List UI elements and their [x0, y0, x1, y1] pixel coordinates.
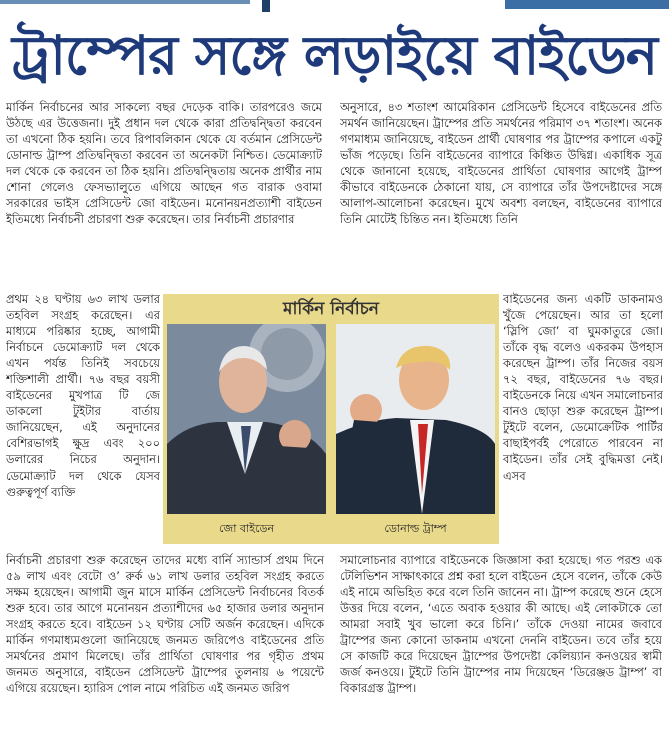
top-strip-tick	[262, 0, 270, 12]
biden-caption: জো বাইডেন	[218, 522, 275, 535]
top-strip-bar-left	[0, 0, 250, 4]
article-column-mid-left	[6, 291, 160, 551]
trump-photo	[336, 324, 495, 514]
article-paragraph: নির্বাচনী প্রচারণা শুরু করেছেন তাদের মধ্যে বার্নি স্যান্ডার্স প্রথম দিনে ৫৯ লাখ এবং বেটো ও’ রুর্ক ৬১ লাখ ডলার তহবিল সংগ্রহ করতে সক্ষম হয়েছেন। আগামী জুন মাসে মার্কিন প্রেসিডেন্ট নির্বাচনের বিতর্ক শুরু হবে। তার আগে মনোনয়ন প্রত্যাশীদের ৬৫ হাজার ডলার অনুদান সংগ্রহ করতে হবে। বাইডেন ১২ ঘণ্টায় সেটি অর্জন করেছেন। এদিকে মার্কিন গণমাধ্যমগুলো জানিয়েছে জনমত জরিপেও বাইডেনের প্রতি সমর্থনের প্রমাণ মিলেছে। তাঁর প্রার্থিতা ঘোষণার পর গৃহীত প্রথম জনমত অনুসারে, বাইডেন প্রেসিডেন্ট ট্রাম্পের তুলনায় ৬ পয়েন্টে এগিয়ে রয়েছেন। হ্যারিস পোল নামে পরিচিত এই জনমত জরিপ	[6, 553, 324, 696]
article-paragraph: সমালোচনার ব্যাপারে বাইডেনকে জিজ্ঞাসা করা হয়েছে। গত পরশু এক টেলিভিশন সাক্ষাৎকারে প্রশ্ন করা হলে বাইডেন হেসে বলেন, তাঁকে কেউ এই নামে অভিহিত করে বলে তিনি জানেন না। ট্রাম্প করেছে শুনে হেসে উত্তর দিয়ে বলেন, ‘এতে অবাক হওয়ার কী আছে। এই লোকটাকে তো আমরা সবাই খুব ভালো করে চিনি।’ তাঁকে দেওয়া নামের জবাবে ট্রাম্পের জন্য কোনো ডাকনাম এখনো দেননি বাইডেন। তবে তাঁর হয়ে সে কাজটি করে দিয়েছেন ট্রাম্পের উপদেষ্টা কেলিয়্যান কনওয়ের স্বামী জর্জ কনওয়ে। টুইটে তিনি ট্রাম্পের নাম দিয়েছেন ‘ডিরেঞ্জড ট্রাম্প’ বা বিকারগ্রস্ত ট্রাম্প।	[340, 553, 662, 696]
article-column-mid-right	[503, 291, 663, 551]
article-column-bottom-right	[340, 552, 662, 748]
biden-photo	[167, 324, 326, 514]
headline: ট্রাম্পের সঙ্গে লড়াইয়ে বাইডেন	[11, 24, 658, 87]
article-bottom-section	[6, 552, 662, 748]
top-strip-bar-right	[505, 0, 669, 9]
trump-photo-illustration	[336, 324, 495, 514]
article-paragraph: মার্কিন নির্বাচনের আর সাকল্যে বছর দেড়েক বাকি। তারপরেও জমে উঠছে এর উত্তেজনা। দুই প্রধান দল থেকে কারা প্রতিদ্বন্দ্বিতা করবেন তা এখনো ঠিক হয়নি। তবে রিপাবলিকান থেকে যে বর্তমান প্রেসিডেন্ট ডোনাল্ড ট্রাম্প প্রতিদ্বন্দ্বিতা করবেন তা অনেকটা নিশ্চিত। ডেমোক্র্যাট দল থেকে কে করবেন তা ঠিক হয়নি। প্রতিদ্বন্দ্বিতায় অনেক প্রার্থীর নাম শোনা গেলেও ফেসভ্যালুতে এগিয়ে আছেন গত বারাক ওবামা সরকারের ভাইস প্রেসিডেন্ট জো বাইডেন। মনোনয়নপ্রত্যাশী বাইডেন ইতিমধ্যে নির্বাচনী প্রচারণা শুরু করেছেন। তার নির্বাচনী প্রচারণার	[6, 100, 322, 227]
photo-box-title: মার্কিন নির্বাচন	[283, 299, 379, 319]
top-strip	[0, 0, 669, 14]
photo-box	[163, 294, 499, 544]
biden-photo-illustration	[167, 324, 326, 514]
article-paragraph: প্রথম ২৪ ঘণ্টায় ৬৩ লাখ ডলার তহবিল সংগ্রহ করেছেন। এর মাধ্যমে পরিষ্কার হচ্ছে, আগামী নির্বাচনে ডেমোক্র্যাট দল থেকে এখন পর্যন্ত তিনিই সবচেয়ে শক্তিশালী প্রার্থী। ৭৬ বছর বয়সী বাইডেনের মুখপাত্র টি জে ডাকলো টুইটার বার্তায় জানিয়েছেন, এই অনুদানের বেশিরভাগই ক্ষুদ্র এবং ২০০ ডলারের নিচের অনুদান। ডেমোক্র্যাট দল থেকে যেসব গুরুত্বপূর্ণ ব্যক্তি	[6, 292, 160, 499]
article-column-top-right	[340, 99, 662, 289]
article-column-bottom-left	[6, 552, 324, 748]
article-paragraph: অনুসারে, ৪৩ শতাংশ আমেরিকান প্রেসিডেন্ট হিসেবে বাইডেনের প্রতি সমর্থন জানিয়েছেন। ট্রাম্পের প্রতি সমর্থনের পরিমাণ ৩৭ শতাংশ। অনেক গণমাধ্যম জানিয়েছে, বাইডেন প্রার্থী ঘোষণার পর ট্রাম্পের কপালে একটু ভাঁজ পড়েছে। তিনি বাইডেনের ব্যাপারে কিঞ্চিত উদ্বিগ্ন। একাধিক সূত্র থেকে জানানো হয়েছে, বাইডেনের প্রার্থিতা ঘোষণার আগেই ট্রাম্প কীভাবে বাইডেনকে ঠেকানো যায়, সে ব্যাপারে তাঁর উপদেষ্টাদের সঙ্গে আলাপ-আলোচনা করেছেন। মুখে অবশ্য বলছেন, বাইডেনের ব্যাপারে তিনি মোটেই চিন্তিত নন। ইতিমধ্যে তিনি	[340, 100, 662, 227]
article-paragraph: বাইডেনের জন্য একটি ডাকনামও খুঁজে পেয়েছেন। আর তা হলো ‘স্লিপি জো’ বা ঘুমকাতুরে জো। তাঁকে বৃদ্ধ বলেও একরকম উপহাস করেছেন ট্রাম্প। তাঁর নিজের বয়স ৭২ বছর, বাইডেনের ৭৬ বছর। বাইডেনকে নিয়ে এখন সমালোচনার বানও ছোড়া শুরু করেছেন ট্রাম্প। টুইটে বলেন, ডেমোক্রেটিক পার্টির বাছাইপর্বই পেরোতে পারবেন না বাইডেন। তাঁর সেই বুদ্ধিমত্তা নেই। এসব	[503, 292, 663, 483]
trump-caption: ডোনাল্ড ট্রাম্প	[384, 522, 447, 535]
article-column-top-left	[6, 99, 322, 289]
